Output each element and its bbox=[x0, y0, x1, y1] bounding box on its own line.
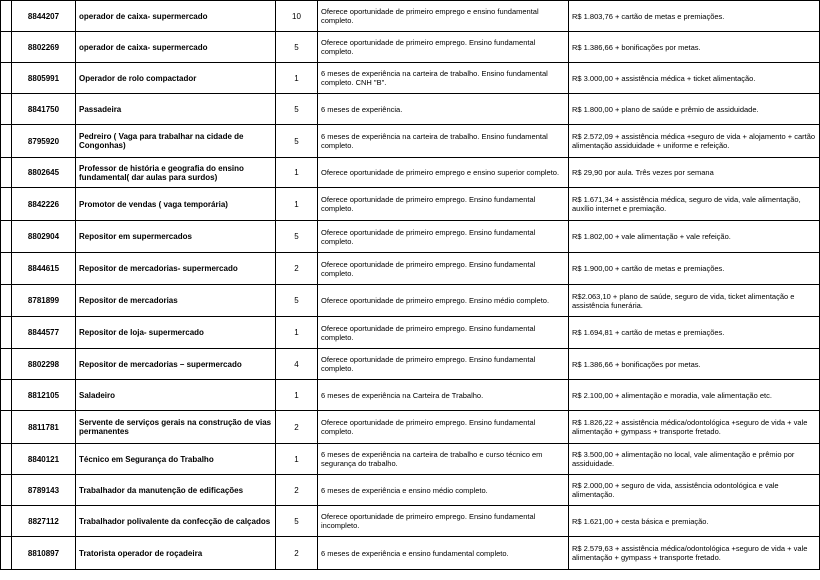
row-margin-cell bbox=[1, 1, 12, 32]
row-margin-cell bbox=[1, 444, 12, 475]
table-row bbox=[1, 380, 820, 411]
job-code: 8827112 bbox=[12, 506, 76, 537]
job-code: 8795920 bbox=[12, 125, 76, 158]
requirements: 6 meses de experiência e ensino médio completo. bbox=[318, 475, 569, 506]
salary-benefits: R$ 2.579,63 + assistência médica/odontológica +seguro de vida + vale alimentação + gympass + transporte fretado. bbox=[569, 537, 820, 570]
requirements: 6 meses de experiência na carteira de trabalho. Ensino fundamental completo. bbox=[318, 125, 569, 158]
row-margin-cell bbox=[1, 411, 12, 444]
requirements: Oferece oportunidade de primeiro emprego. Ensino fundamental completo. bbox=[318, 221, 569, 253]
vacancy-count: 5 bbox=[276, 32, 318, 63]
row-margin-cell bbox=[1, 125, 12, 158]
job-title: Repositor em supermercados bbox=[76, 221, 276, 253]
table-row bbox=[1, 506, 820, 537]
salary-benefits: R$ 3.500,00 + alimentação no local, vale alimentação e prêmio por assiduidade. bbox=[569, 444, 820, 475]
job-code: 8789143 bbox=[12, 475, 76, 506]
table-row bbox=[1, 1, 820, 32]
table-row bbox=[1, 94, 820, 125]
requirements: Oferece oportunidade de primeiro emprego. Ensino fundamental completo. bbox=[318, 411, 569, 444]
vacancy-count: 1 bbox=[276, 158, 318, 188]
vacancy-count: 10 bbox=[276, 1, 318, 32]
requirements: Oferece oportunidade de primeiro emprego. Ensino fundamental completo. bbox=[318, 349, 569, 380]
row-margin-cell bbox=[1, 317, 12, 349]
table-row bbox=[1, 221, 820, 253]
requirements: Oferece oportunidade de primeiro emprego. Ensino fundamental completo. bbox=[318, 317, 569, 349]
requirements: 6 meses de experiência. bbox=[318, 94, 569, 125]
vacancy-count: 1 bbox=[276, 317, 318, 349]
row-margin-cell bbox=[1, 380, 12, 411]
job-title: Repositor de mercadorias bbox=[76, 285, 276, 317]
job-title: Repositor de loja- supermercado bbox=[76, 317, 276, 349]
vacancy-count: 5 bbox=[276, 285, 318, 317]
table-row bbox=[1, 32, 820, 63]
job-title: Trabalhador da manutenção de edificações bbox=[76, 475, 276, 506]
salary-benefits: R$ 1.800,00 + plano de saúde e prêmio de assiduidade. bbox=[569, 94, 820, 125]
job-title: Trabalhador polivalente da confecção de calçados bbox=[76, 506, 276, 537]
table-row bbox=[1, 158, 820, 188]
job-code: 8802645 bbox=[12, 158, 76, 188]
row-margin-cell bbox=[1, 158, 12, 188]
requirements: Oferece oportunidade de primeiro emprego. Ensino fundamental completo. bbox=[318, 32, 569, 63]
requirements: 6 meses de experiência na Carteira de Trabalho. bbox=[318, 380, 569, 411]
salary-benefits: R$ 2.572,09 + assistência médica +seguro de vida + alojamento + cartão alimentação assiduidade + uniforme e refeição. bbox=[569, 125, 820, 158]
salary-benefits: R$ 3.000,00 + assistência médica + ticket alimentação. bbox=[569, 63, 820, 94]
table-row bbox=[1, 125, 820, 158]
job-title: Repositor de mercadorias- supermercado bbox=[76, 253, 276, 285]
requirements: Oferece oportunidade de primeiro emprego. Ensino fundamental incompleto. bbox=[318, 506, 569, 537]
vacancy-count: 1 bbox=[276, 380, 318, 411]
salary-benefits: R$ 1.803,76 + cartão de metas e premiações. bbox=[569, 1, 820, 32]
salary-benefits: R$ 29,90 por aula. Três vezes por semana bbox=[569, 158, 820, 188]
requirements: 6 meses de experiência na carteira de trabalho. Ensino fundamental completo. CNH "B". bbox=[318, 63, 569, 94]
row-margin-cell bbox=[1, 188, 12, 221]
table-row bbox=[1, 285, 820, 317]
requirements: Oferece oportunidade de primeiro emprego. Ensino fundamental completo. bbox=[318, 188, 569, 221]
vacancy-count: 5 bbox=[276, 221, 318, 253]
row-margin-cell bbox=[1, 349, 12, 380]
job-code: 8844615 bbox=[12, 253, 76, 285]
row-margin-cell bbox=[1, 253, 12, 285]
job-code: 8802269 bbox=[12, 32, 76, 63]
vacancy-count: 2 bbox=[276, 411, 318, 444]
job-code: 8810897 bbox=[12, 537, 76, 570]
table-row bbox=[1, 317, 820, 349]
row-margin-cell bbox=[1, 94, 12, 125]
salary-benefits: R$ 1.386,66 + bonificações por metas. bbox=[569, 32, 820, 63]
job-title: Professor de história e geografia do ensino fundamental( dar aulas para surdos) bbox=[76, 158, 276, 188]
vacancy-count: 4 bbox=[276, 349, 318, 380]
row-margin-cell bbox=[1, 32, 12, 63]
row-margin-cell bbox=[1, 506, 12, 537]
salary-benefits: R$ 1.826,22 + assistência médica/odontológica +seguro de vida + vale alimentação + gympass + transporte fretado. bbox=[569, 411, 820, 444]
job-title: operador de caixa- supermercado bbox=[76, 32, 276, 63]
job-code: 8844577 bbox=[12, 317, 76, 349]
salary-benefits: R$ 1.621,00 + cesta básica e premiação. bbox=[569, 506, 820, 537]
job-code: 8840121 bbox=[12, 444, 76, 475]
salary-benefits: R$ 2.000,00 + seguro de vida, assistência odontológica e vale alimentação. bbox=[569, 475, 820, 506]
table-row bbox=[1, 411, 820, 444]
job-code: 8842226 bbox=[12, 188, 76, 221]
vacancy-count: 1 bbox=[276, 188, 318, 221]
table-row bbox=[1, 475, 820, 506]
row-margin-cell bbox=[1, 63, 12, 94]
row-margin-cell bbox=[1, 285, 12, 317]
job-title: Técnico em Segurança do Trabalho bbox=[76, 444, 276, 475]
row-margin-cell bbox=[1, 537, 12, 570]
job-title: Passadeira bbox=[76, 94, 276, 125]
job-title: Pedreiro ( Vaga para trabalhar na cidade de Congonhas) bbox=[76, 125, 276, 158]
table-row bbox=[1, 349, 820, 380]
vacancy-count: 5 bbox=[276, 125, 318, 158]
job-title: Repositor de mercadorias – supermercado bbox=[76, 349, 276, 380]
job-code: 8781899 bbox=[12, 285, 76, 317]
job-title: Promotor de vendas ( vaga temporária) bbox=[76, 188, 276, 221]
job-title: operador de caixa- supermercado bbox=[76, 1, 276, 32]
vacancy-count: 2 bbox=[276, 537, 318, 570]
vacancy-count: 1 bbox=[276, 444, 318, 475]
table-row bbox=[1, 444, 820, 475]
job-title: Tratorista operador de roçadeira bbox=[76, 537, 276, 570]
table-row bbox=[1, 253, 820, 285]
vacancy-count: 1 bbox=[276, 63, 318, 94]
salary-benefits: R$ 2.100,00 + alimentação e moradia, vale alimentação etc. bbox=[569, 380, 820, 411]
salary-benefits: R$ 1.671,34 + assistência médica, seguro de vida, vale alimentação, auxílio internet e premiação. bbox=[569, 188, 820, 221]
job-code: 8812105 bbox=[12, 380, 76, 411]
job-code: 8802904 bbox=[12, 221, 76, 253]
row-margin-cell bbox=[1, 475, 12, 506]
salary-benefits: R$2.063,10 + plano de saúde, seguro de vida, ticket alimentação e assistência funerária. bbox=[569, 285, 820, 317]
salary-benefits: R$ 1.802,00 + vale alimentação + vale refeição. bbox=[569, 221, 820, 253]
salary-benefits: R$ 1.900,00 + cartão de metas e premiações. bbox=[569, 253, 820, 285]
salary-benefits: R$ 1.694,81 + cartão de metas e premiações. bbox=[569, 317, 820, 349]
job-code: 8811781 bbox=[12, 411, 76, 444]
requirements: Oferece oportunidade de primeiro emprego. Ensino médio completo. bbox=[318, 285, 569, 317]
job-code: 8802298 bbox=[12, 349, 76, 380]
vacancy-count: 5 bbox=[276, 506, 318, 537]
requirements: Oferece oportunidade de primeiro emprego e ensino superior completo. bbox=[318, 158, 569, 188]
vacancy-count: 2 bbox=[276, 475, 318, 506]
job-title: Servente de serviços gerais na construção de vias permanentes bbox=[76, 411, 276, 444]
salary-benefits: R$ 1.386,66 + bonificações por metas. bbox=[569, 349, 820, 380]
requirements: Oferece oportunidade de primeiro emprego e ensino fundamental completo. bbox=[318, 1, 569, 32]
vacancy-count: 2 bbox=[276, 253, 318, 285]
requirements: 6 meses de experiência na carteira de trabalho e curso técnico em segurança do trabalho. bbox=[318, 444, 569, 475]
requirements: Oferece oportunidade de primeiro emprego. Ensino fundamental completo. bbox=[318, 253, 569, 285]
job-code: 8805991 bbox=[12, 63, 76, 94]
job-title: Saladeiro bbox=[76, 380, 276, 411]
job-code: 8841750 bbox=[12, 94, 76, 125]
vacancy-count: 5 bbox=[276, 94, 318, 125]
job-code: 8844207 bbox=[12, 1, 76, 32]
table-row bbox=[1, 63, 820, 94]
row-margin-cell bbox=[1, 221, 12, 253]
table-row bbox=[1, 537, 820, 570]
requirements: 6 meses de experiência e ensino fundamental completo. bbox=[318, 537, 569, 570]
job-title: Operador de rolo compactador bbox=[76, 63, 276, 94]
table-row bbox=[1, 188, 820, 221]
table-body bbox=[1, 1, 820, 570]
